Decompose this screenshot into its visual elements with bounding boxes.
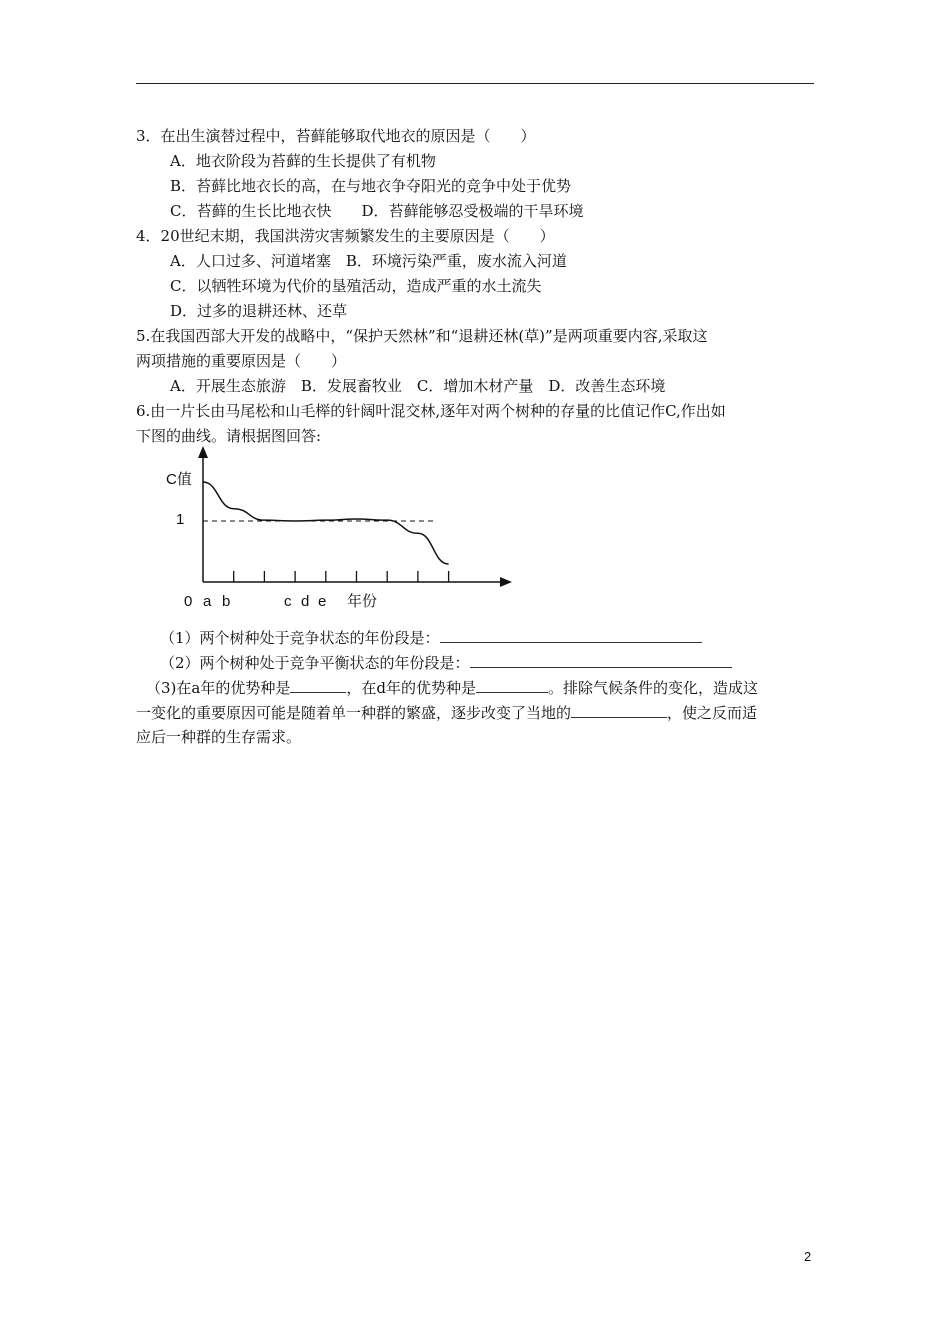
q6-sub3-line3: 应后一种群的生存需求。: [136, 728, 302, 746]
q6-sub3-blank-a[interactable]: [290, 677, 346, 693]
q3-stem: 3．在出生演替过程中，苔藓能够取代地衣的原因是（ ）: [136, 127, 536, 145]
q6-sub3-text-a: （3)在a年的优势种是: [146, 679, 291, 697]
x-tick-label-0: 0: [184, 593, 193, 610]
q4-option-c: C．以牺牲环境为代价的垦殖活动，造成严重的水土流失: [170, 277, 542, 295]
q6-sub3-text-e: ，使之反而适: [667, 704, 758, 722]
q6-sub2-blank[interactable]: [470, 652, 732, 668]
q5-options: A．开展生态旅游 B．发展畜牧业 C．增加木材产量 D．改善生态环境: [170, 377, 666, 395]
q6-sub3-line1: [146, 677, 758, 698]
q3-option-cd: C．苔藓的生长比地衣快 D．苔藓能够忍受极端的干旱环境: [170, 202, 584, 220]
x-tick-label-a: a: [203, 593, 212, 610]
q5-stem-line2: 两项措施的重要原因是（ ）: [136, 352, 347, 370]
q6-sub3-text-b: ，在d年的优势种是: [346, 679, 476, 697]
c-value-chart: [0, 440, 950, 620]
q4-stem: 4．20世纪末期，我国洪涝灾害频繁发生的主要原因是（ ）: [136, 227, 555, 245]
header-rule: [136, 83, 814, 84]
x-tick-label-c: c: [284, 593, 292, 610]
x-axis-ticks: [234, 571, 449, 582]
q3-option-a: A．地衣阶段为苔藓的生长提供了有机物: [170, 152, 436, 170]
q3-option-b: B．苔藓比地衣长的高，在与地衣争夺阳光的竞争中处于优势: [170, 177, 572, 195]
q6-sub2: [160, 652, 732, 673]
q6-sub3-blank-d[interactable]: [476, 677, 548, 693]
x-tick-label-d: d: [301, 593, 310, 610]
q6-sub3-text-c: 。排除气候条件的变化，造成这: [547, 679, 758, 697]
x-axis-arrow-icon: [500, 577, 512, 587]
q5-stem-line1: 5.在我国西部大开发的战略中，“保护天然林”和“退耕还林(草)”是两项重要内容,采取这: [136, 327, 708, 345]
q6-sub1: [160, 627, 702, 648]
q4-option-ab: A．人口过多、河道堵塞 B．环境污染严重，废水流入河道: [170, 252, 567, 270]
q6-sub1-blank[interactable]: [440, 627, 702, 643]
q6-stem-line2: 下图的曲线。请根据图回答:: [136, 427, 322, 445]
page-number: 2: [804, 1249, 812, 1264]
y-tick-label-1: 1: [176, 511, 185, 528]
q6-sub3-blank-env[interactable]: [571, 702, 667, 718]
y-axis-label: C值: [166, 471, 192, 488]
x-tick-label-e: e: [318, 593, 327, 610]
x-tick-label-b: b: [222, 593, 231, 610]
q6-stem-line1: 6.由一片长由马尾松和山毛榉的针阔叶混交林,逐年对两个树种的存量的比值记作C,作出如: [136, 402, 726, 420]
c-value-curve: [203, 482, 449, 564]
q6-sub3-line2: [136, 702, 757, 723]
q6-sub2-text: （2）两个树种处于竞争平衡状态的年份段是：: [160, 654, 470, 672]
q4-option-d: D．过多的退耕还林、还草: [170, 302, 348, 320]
q6-sub1-text: （1）两个树种处于竞争状态的年份段是：: [160, 629, 440, 647]
y-axis-arrow-icon: [198, 446, 208, 458]
x-axis-label: 年份: [347, 593, 378, 610]
q6-sub3-text-d: 一变化的重要原因可能是随着单一种群的繁盛，逐步改变了当地的: [136, 704, 572, 722]
